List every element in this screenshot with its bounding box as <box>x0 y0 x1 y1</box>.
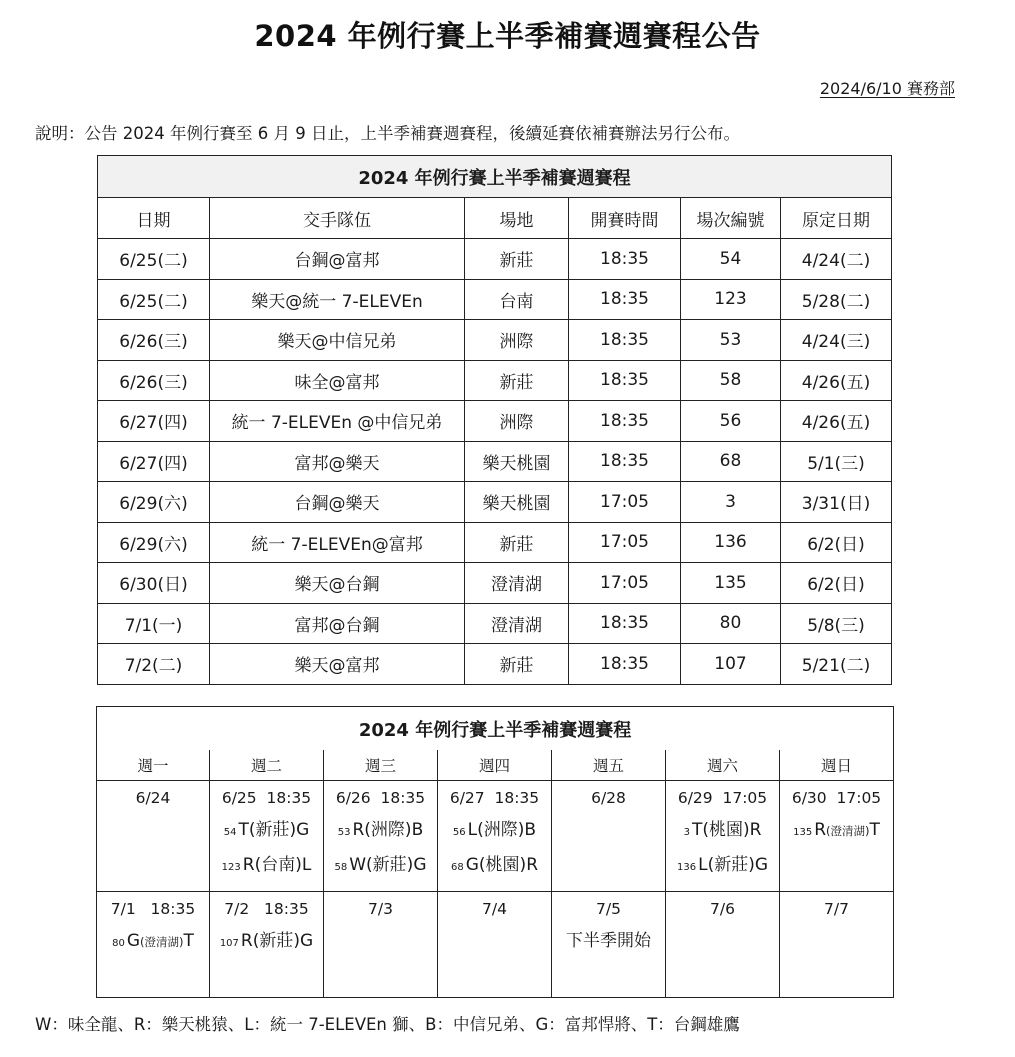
cell-original-date: 5/28(二) <box>781 279 892 320</box>
cell-original-date: 4/26(五) <box>781 360 892 401</box>
game-number: 58 <box>334 862 348 873</box>
home-team-code: B <box>524 820 537 840</box>
cell-start-time: 17:05 <box>569 563 681 604</box>
day-date: 7/3 <box>368 900 393 918</box>
cell-venue: 新莊 <box>465 239 569 280</box>
cell-start-time: 18:35 <box>569 603 681 644</box>
day-date: 7/2 18:35 <box>224 900 309 918</box>
header-teams: 交手隊伍 <box>210 198 465 239</box>
cell-teams: 台鋼@樂天 <box>210 482 465 523</box>
cell-game-number: 136 <box>681 522 781 563</box>
away-team-code: R <box>240 931 253 951</box>
calendar-title: 2024 年例行賽上半季補賽週賽程 <box>97 707 894 751</box>
day-date: 6/27 18:35 <box>449 789 540 807</box>
weekday-header: 週四 <box>438 750 552 781</box>
calendar-day-cell <box>324 781 438 892</box>
game-entry <box>210 856 323 877</box>
table-row <box>98 603 892 644</box>
cell-date: 6/26(三) <box>98 320 210 361</box>
cell-start-time: 18:35 <box>569 279 681 320</box>
cell-original-date: 4/26(五) <box>781 401 892 442</box>
venue: (桃園) <box>478 855 527 875</box>
cell-original-date: 3/31(日) <box>781 482 892 523</box>
game-number: 56 <box>452 827 466 838</box>
cell-venue: 樂天桃園 <box>465 441 569 482</box>
calendar-day-cell <box>666 781 780 892</box>
venue: (桃園) <box>702 820 750 840</box>
table-row <box>98 441 892 482</box>
cell-start-time: 18:35 <box>569 401 681 442</box>
cell-teams: 樂天@中信兄弟 <box>210 320 465 361</box>
day-date: 7/5 <box>596 900 621 918</box>
day-date: 7/7 <box>824 900 849 918</box>
weekday-header: 週一 <box>97 750 210 781</box>
cell-teams: 統一 7-ELEVEn@富邦 <box>210 522 465 563</box>
game-entry <box>210 821 323 842</box>
venue: (新莊) <box>366 855 414 875</box>
cell-game-number: 54 <box>681 239 781 280</box>
home-team-code: T <box>183 931 194 951</box>
calendar-day-cell <box>552 892 666 998</box>
game-number: 3 <box>683 827 690 838</box>
cell-start-time: 18:35 <box>569 360 681 401</box>
cell-teams: 富邦@樂天 <box>210 441 465 482</box>
cell-venue: 新莊 <box>465 522 569 563</box>
cell-venue: 新莊 <box>465 360 569 401</box>
game-number: 135 <box>793 827 813 838</box>
header-venue: 場地 <box>465 198 569 239</box>
game-number: 136 <box>676 862 697 873</box>
cell-date: 7/2(二) <box>98 644 210 685</box>
away-team-code: G <box>126 931 141 951</box>
calendar-day-cell <box>210 781 324 892</box>
header-date: 日期 <box>98 198 210 239</box>
day-date: 6/30 17:05 <box>791 789 882 807</box>
away-team-code: L <box>467 820 478 840</box>
cell-venue: 洲際 <box>465 320 569 361</box>
weekday-header: 週三 <box>324 750 438 781</box>
calendar-day-cell <box>552 781 666 892</box>
table-title: 2024 年例行賽上半季補賽週賽程 <box>98 156 892 198</box>
cell-original-date: 5/21(二) <box>781 644 892 685</box>
venue: (新莊) <box>248 820 297 840</box>
calendar-week-row <box>97 892 894 998</box>
home-team-code: G <box>296 820 310 840</box>
away-team-code: G <box>465 855 479 875</box>
table-row <box>98 644 892 685</box>
cell-original-date: 5/1(三) <box>781 441 892 482</box>
cell-start-time: 18:35 <box>569 239 681 280</box>
game-entry <box>324 821 437 842</box>
away-team-code: T <box>691 820 703 840</box>
game-number: 107 <box>219 938 239 949</box>
cell-venue: 新莊 <box>465 644 569 685</box>
table-row <box>98 360 892 401</box>
day-date: 6/24 <box>135 789 171 807</box>
day-date: 6/26 18:35 <box>335 789 426 807</box>
table-row <box>98 563 892 604</box>
cell-game-number: 56 <box>681 401 781 442</box>
cell-teams: 統一 7-ELEVEn @中信兄弟 <box>210 401 465 442</box>
cell-original-date: 4/24(二) <box>781 239 892 280</box>
calendar-week-row <box>97 781 894 892</box>
weekday-header-row <box>97 750 894 781</box>
header-start-time: 開賽時間 <box>569 198 681 239</box>
table-row <box>98 320 892 361</box>
cell-start-time: 17:05 <box>569 482 681 523</box>
calendar-day-cell <box>438 892 552 998</box>
header-game-number: 場次編號 <box>681 198 781 239</box>
cell-date: 6/27(四) <box>98 441 210 482</box>
cell-start-time: 17:05 <box>569 522 681 563</box>
venue: (洲際) <box>364 820 412 840</box>
cell-teams: 富邦@台鋼 <box>210 603 465 644</box>
cell-original-date: 5/8(三) <box>781 603 892 644</box>
home-team-code: L <box>301 855 312 875</box>
venue: (澄清湖) <box>826 824 870 838</box>
table-title-row <box>98 156 892 198</box>
cell-original-date: 4/24(三) <box>781 320 892 361</box>
cell-date: 6/29(六) <box>98 522 210 563</box>
cell-game-number: 107 <box>681 644 781 685</box>
cell-date: 6/26(三) <box>98 360 210 401</box>
cell-game-number: 53 <box>681 320 781 361</box>
cell-game-number: 58 <box>681 360 781 401</box>
cell-start-time: 18:35 <box>569 441 681 482</box>
calendar-day-cell <box>780 892 894 998</box>
calendar-day-cell <box>210 892 324 998</box>
calendar-day-cell <box>97 892 210 998</box>
away-team-code: R <box>242 855 255 875</box>
day-date: 6/25 18:35 <box>221 789 312 807</box>
calendar-day-cell <box>324 892 438 998</box>
cell-game-number: 68 <box>681 441 781 482</box>
home-team-code: G <box>754 855 769 875</box>
away-team-code: L <box>698 855 708 875</box>
cell-date: 6/25(二) <box>98 239 210 280</box>
venue: (洲際) <box>477 820 525 840</box>
weekday-header: 週二 <box>210 750 324 781</box>
game-number: 80 <box>112 938 125 949</box>
game-entry <box>324 856 437 877</box>
day-date: 7/4 <box>482 900 507 918</box>
home-team-code: G <box>413 855 427 875</box>
game-number: 123 <box>221 862 241 873</box>
table-row <box>98 239 892 280</box>
table-header-row <box>98 198 892 239</box>
cell-venue: 台南 <box>465 279 569 320</box>
away-team-code: R <box>814 820 827 840</box>
cell-date: 6/29(六) <box>98 482 210 523</box>
document-title: 2024 年例行賽上半季補賽週賽程公告 <box>254 19 761 53</box>
cell-teams: 樂天@富邦 <box>210 644 465 685</box>
day-note: 下半季開始 <box>566 931 651 951</box>
weekday-header: 週五 <box>552 750 666 781</box>
makeup-schedule-table <box>97 155 892 685</box>
game-entry <box>97 932 209 953</box>
cell-game-number: 123 <box>681 279 781 320</box>
venue: (新莊) <box>252 931 300 951</box>
cell-venue: 樂天桃園 <box>465 482 569 523</box>
day-date: 6/28 <box>591 789 626 807</box>
home-team-code: R <box>526 855 538 875</box>
cell-start-time: 18:35 <box>569 320 681 361</box>
weekly-calendar-table <box>96 706 894 998</box>
day-date: 7/1 18:35 <box>110 900 196 918</box>
cell-teams: 樂天@統一 7-ELEVEn <box>210 279 465 320</box>
game-entry <box>438 821 551 842</box>
date-department-line: 2024/6/10 賽務部 <box>819 79 955 98</box>
day-date: 7/6 <box>710 900 735 918</box>
game-number: 54 <box>223 827 237 838</box>
game-entry <box>438 856 551 877</box>
table-row <box>98 522 892 563</box>
cell-venue: 澄清湖 <box>465 603 569 644</box>
game-entry <box>780 821 893 842</box>
game-entry <box>666 856 779 877</box>
venue: (澄清湖) <box>140 935 184 949</box>
home-team-code: B <box>411 820 424 840</box>
table-row <box>98 401 892 442</box>
table-row <box>98 279 892 320</box>
cell-date: 6/30(日) <box>98 563 210 604</box>
weekday-header: 週六 <box>666 750 780 781</box>
game-number: 53 <box>337 827 351 838</box>
home-team-code: G <box>299 931 314 951</box>
cell-game-number: 80 <box>681 603 781 644</box>
cell-date: 7/1(一) <box>98 603 210 644</box>
venue: (新莊) <box>707 855 755 875</box>
cell-venue: 洲際 <box>465 401 569 442</box>
game-entry <box>210 932 323 953</box>
home-team-code: T <box>869 820 880 840</box>
cell-game-number: 3 <box>681 482 781 523</box>
cell-venue: 澄清湖 <box>465 563 569 604</box>
game-entry <box>666 821 779 842</box>
away-team-code: W <box>349 855 367 875</box>
cell-teams: 味全@富邦 <box>210 360 465 401</box>
cell-teams: 樂天@台鋼 <box>210 563 465 604</box>
header-original-date: 原定日期 <box>781 198 892 239</box>
description-text: 說明：公告 2024 年例行賽至 6 月 9 日止，上半季補賽週賽程，後續延賽依補賽辦法另行公布。 <box>35 124 740 143</box>
calendar-day-cell <box>666 892 780 998</box>
calendar-day-cell <box>438 781 552 892</box>
team-legend: W：味全龍、R：樂天桃猿、L：統一 7-ELEVEn 獅、B：中信兄弟、G：富邦悍將、T：台鋼雄鷹 <box>35 1015 740 1034</box>
table-row <box>98 482 892 523</box>
home-team-code: R <box>749 820 762 840</box>
game-number: 68 <box>451 862 464 873</box>
cell-date: 6/27(四) <box>98 401 210 442</box>
calendar-title-row <box>97 707 894 751</box>
cell-start-time: 18:35 <box>569 644 681 685</box>
cell-game-number: 135 <box>681 563 781 604</box>
calendar-day-cell <box>780 781 894 892</box>
cell-date: 6/25(二) <box>98 279 210 320</box>
away-team-code: R <box>352 820 365 840</box>
cell-original-date: 6/2(日) <box>781 522 892 563</box>
day-date: 6/29 17:05 <box>677 789 768 807</box>
away-team-code: T <box>238 820 249 840</box>
calendar-day-cell <box>97 781 210 892</box>
cell-original-date: 6/2(日) <box>781 563 892 604</box>
venue: (台南) <box>254 855 302 875</box>
weekday-header: 週日 <box>780 750 894 781</box>
cell-teams: 台鋼@富邦 <box>210 239 465 280</box>
